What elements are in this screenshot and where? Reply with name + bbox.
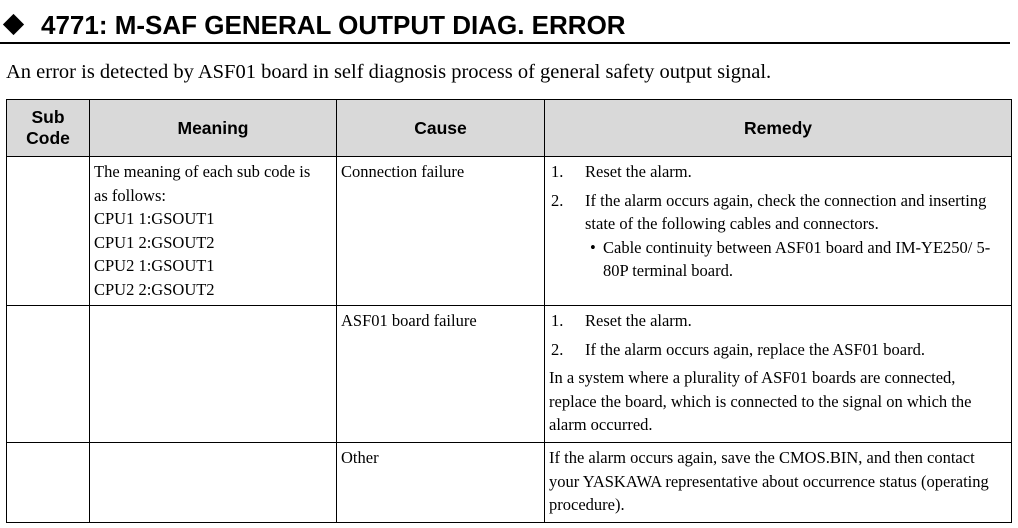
diamond-bullet-icon (3, 14, 24, 35)
remedy-cell: If the alarm occurs again, save the CMOS.BIN, and then contact your YASKAWA representative about occurrence status (operating procedure). (545, 443, 1012, 523)
remedy-step (549, 338, 1005, 362)
step-text: Reset the alarm. (585, 162, 692, 181)
step-text: If the alarm occurs again, replace the ASF01 board. (585, 339, 925, 359)
remedy-cell (545, 157, 1012, 306)
step-number: 1. (551, 311, 564, 330)
remedy-steps (549, 309, 1005, 361)
meaning-cell (90, 306, 337, 443)
sub-code-cell (7, 443, 90, 523)
header-sub-code-line2: Code (26, 128, 70, 148)
header-meaning: Meaning (90, 100, 337, 157)
remedy-step (549, 309, 1005, 333)
meaning-cell (90, 157, 337, 306)
header-sub-code-line1: Sub (31, 107, 65, 127)
header-cause: Cause (337, 100, 545, 157)
step-number: 1. (551, 162, 564, 181)
bullet-item (585, 236, 1005, 283)
step-text: If the alarm occurs again, check the connection and inserting state of the following cables and connectors. (585, 190, 987, 233)
alarm-table (6, 99, 1012, 523)
remedy-steps (549, 160, 1005, 283)
remedy-step (549, 189, 1005, 283)
meaning-line: The meaning of each sub code is (94, 162, 311, 181)
remedy-bullets (585, 236, 1005, 283)
meaning-line: CPU1 2:GSOUT2 (94, 232, 215, 252)
meaning-line: CPU2 2:GSOUT2 (94, 279, 215, 299)
meaning-cell (90, 443, 337, 523)
meaning-line: CPU1 1:GSOUT1 (94, 209, 215, 228)
remedy-note: In a system where a plurality of ASF01 boards are connected, replace the board, which is connected to the signal on which the alarm occurred. (549, 368, 972, 434)
table-header-row (7, 100, 1012, 157)
table-row (7, 443, 1012, 523)
section-heading (0, 0, 1010, 44)
step-number: 2. (551, 339, 564, 359)
header-remedy: Remedy (545, 100, 1012, 157)
header-sub-code (7, 100, 90, 157)
cause-cell: Connection failure (337, 157, 545, 306)
sub-code-cell (7, 306, 90, 443)
sub-code-cell (7, 157, 90, 306)
remedy-step (549, 160, 1005, 184)
bullet-text: Cable continuity between ASF01 board and IM-YE250/ 5-80P terminal board. (603, 237, 991, 280)
cause-cell: Other (337, 443, 545, 523)
step-text: Reset the alarm. (585, 311, 692, 330)
table-row (7, 306, 1012, 443)
meaning-line: as follows: (94, 185, 166, 205)
table-row (7, 157, 1012, 306)
cause-cell: ASF01 board failure (337, 306, 545, 443)
alarm-title: 4771: M-SAF GENERAL OUTPUT DIAG. ERROR (41, 10, 626, 40)
remedy-cell (545, 306, 1012, 443)
step-number: 2. (551, 190, 564, 210)
meaning-line: CPU2 1:GSOUT1 (94, 256, 215, 275)
alarm-description: An error is detected by ASF01 board in self diagnosis process of general safety output signal. (6, 61, 772, 83)
bullet-dot-icon: • (590, 237, 596, 257)
